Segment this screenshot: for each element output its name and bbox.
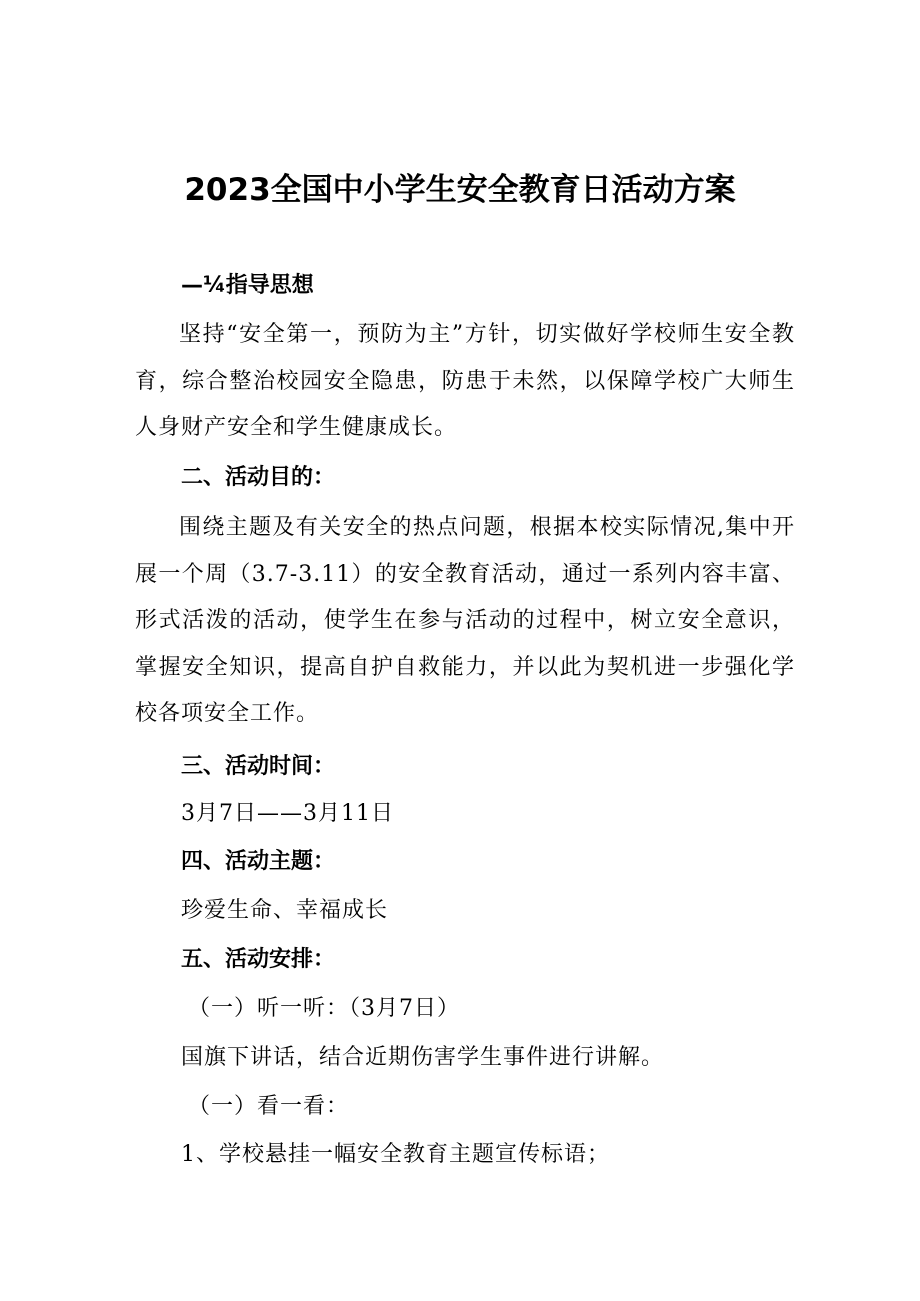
section-paragraph-activity-purpose: 围绕主题及有关安全的热点问题，根据本校实际情况,集中开展一个周（3.7-3.11）的安全教育活动，通过一系列内容丰富、形式活泼的活动，使学生在参与活动的过程中，树立安全意识，掌握安全知识，提高自护自救能力，并以此为契机进一步强化学校各项安全工作。 (135, 515, 795, 727)
section-heading-guiding-ideology: —¼指导思想 (181, 273, 314, 298)
document-title: 2023全国中小学生安全教育日活动方案 (184, 172, 736, 208)
section-heading-activity-theme: 四、活动主题： (181, 849, 336, 874)
arrangement-item-watch: （一）看一看： (188, 1094, 350, 1119)
activity-theme-value: 珍爱生命、幸福成长 (181, 898, 389, 923)
arrangement-item-flag-speech: 国旗下讲话，结合近期伤害学生事件进行讲解。 (181, 1045, 665, 1070)
section-paragraph-guiding-ideology: 坚持“安全第一，预防为主”方针，切实做好学校师生安全教育，综合整治校园安全隐患，防患于未然，以保障学校广大师生人身财产安全和学生健康成长。 (135, 322, 795, 441)
section-heading-activity-time: 三、活动时间： (181, 754, 336, 779)
activity-time-value: 3月7日——3月11日 (181, 801, 394, 826)
arrangement-item-banner: 1、学校悬挂一幅安全教育主题宣传标语； (181, 1142, 610, 1167)
section-heading-activity-arrangement: 五、活动安排： (181, 947, 336, 972)
section-heading-activity-purpose: 二、活动目的： (181, 465, 336, 490)
arrangement-item-listen: （一）听一听：（3月7日） (188, 996, 460, 1021)
